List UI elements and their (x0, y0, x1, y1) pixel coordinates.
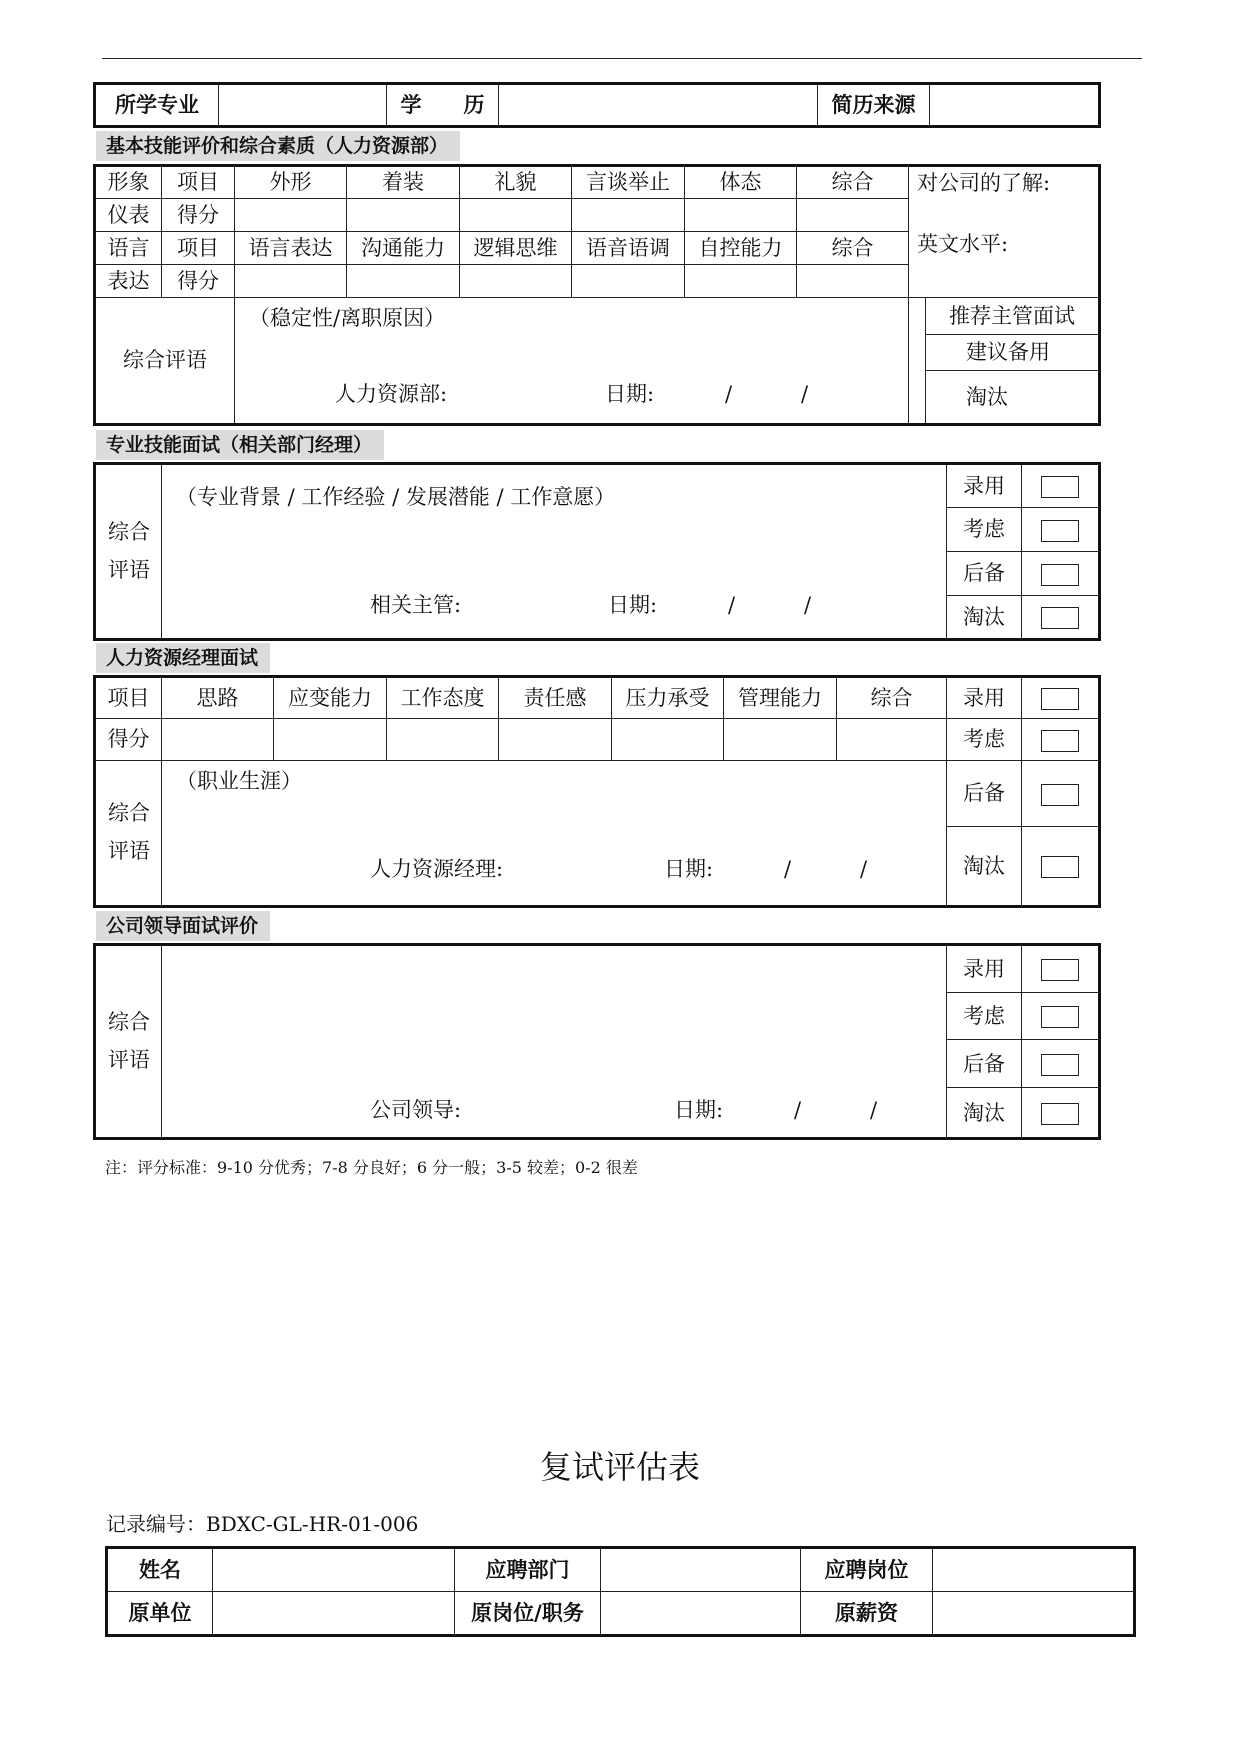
score-field[interactable] (797, 199, 909, 232)
option-eliminate-label: 淘汰 (947, 1088, 1022, 1139)
eval-item: 责任感 (499, 677, 612, 719)
option-hire-cell[interactable] (1022, 945, 1100, 993)
appearance-item: 体态 (685, 166, 797, 199)
option-hire-label: 录用 (947, 464, 1022, 508)
signer-label: 人力资源部: (335, 382, 448, 406)
date-label: 日期: (664, 857, 714, 881)
eval-item: 思路 (162, 677, 274, 719)
language-item: 逻辑思维 (460, 232, 572, 265)
date-separator: / (860, 857, 868, 881)
language-item: 自控能力 (685, 232, 797, 265)
top-info-table (93, 82, 1101, 128)
option-hire-cell[interactable] (1022, 677, 1100, 719)
language-item: 沟通能力 (347, 232, 460, 265)
option-consider-cell[interactable] (1022, 719, 1100, 761)
comment-label-1: 综合 (108, 801, 150, 826)
score-field[interactable] (612, 719, 724, 761)
resume-source-field[interactable] (930, 84, 1100, 127)
appearance-item: 礼貌 (460, 166, 572, 199)
hr-manager-comment-area[interactable] (162, 761, 947, 907)
company-knowledge-cell[interactable] (909, 166, 1100, 232)
company-knowledge-label: 对公司的了解: (917, 171, 1051, 195)
apply-dept-field[interactable] (601, 1548, 801, 1592)
option-reserve-cell[interactable] (1022, 1040, 1100, 1088)
manager-comment-area[interactable] (162, 464, 947, 640)
score-field[interactable] (837, 719, 947, 761)
date-label: 日期: (608, 593, 658, 617)
score-field[interactable] (460, 199, 572, 232)
option-eliminate-label: 淘汰 (947, 596, 1022, 640)
leader-comment-area[interactable] (162, 945, 947, 1139)
resume-source-label: 简历来源 (818, 84, 930, 127)
eliminate-checkbox[interactable] (1041, 607, 1079, 629)
spacer-cell (909, 298, 926, 425)
eval-item: 管理能力 (724, 677, 837, 719)
option-consider-label: 考虑 (947, 719, 1022, 761)
option-eliminate-cell[interactable] (1022, 1088, 1100, 1139)
score-field[interactable] (685, 199, 797, 232)
option-hire-label: 录用 (947, 945, 1022, 993)
second-form-title: 复试评估表 (539, 1448, 700, 1486)
score-field[interactable] (235, 265, 347, 298)
comment-label (95, 761, 162, 907)
orig-post-label: 原岗位/职务 (455, 1592, 601, 1636)
option-consider-cell[interactable] (1022, 992, 1100, 1040)
item-label: 项目 (95, 677, 162, 719)
reserve-checkbox[interactable] (1041, 564, 1079, 586)
date-separator: / (870, 1098, 878, 1122)
reserve-checkbox[interactable] (1041, 1054, 1079, 1076)
major-label: 所学专业 (95, 84, 219, 127)
option-backup[interactable]: 建议备用 (926, 335, 1100, 371)
score-field[interactable] (797, 265, 909, 298)
eval-item: 综合 (837, 677, 947, 719)
leader-interview-table (93, 943, 1101, 1140)
date-separator: / (725, 382, 733, 406)
appearance-item: 外形 (235, 166, 347, 199)
option-eliminate-label: 淘汰 (947, 827, 1022, 907)
language-label-1: 语言 (95, 232, 162, 265)
signer-label: 公司领导: (370, 1098, 462, 1122)
language-item: 综合 (797, 232, 909, 265)
section4-title: 公司领导面试评价 (96, 911, 270, 941)
orig-salary-label: 原薪资 (801, 1592, 933, 1636)
score-field[interactable] (724, 719, 837, 761)
consider-checkbox[interactable] (1041, 520, 1079, 542)
option-reserve-label: 后备 (947, 761, 1022, 827)
date-separator: / (804, 593, 812, 617)
language-label-2: 表达 (95, 265, 162, 298)
option-hire-cell[interactable] (1022, 464, 1100, 508)
score-field[interactable] (347, 265, 460, 298)
score-field[interactable] (387, 719, 499, 761)
hire-checkbox[interactable] (1041, 476, 1079, 498)
section3-title: 人力资源经理面试 (96, 643, 270, 673)
hr-comment-area[interactable] (235, 298, 909, 425)
reserve-checkbox[interactable] (1041, 784, 1079, 806)
option-recommend[interactable]: 推荐主管面试 (926, 298, 1100, 335)
option-consider-cell[interactable] (1022, 508, 1100, 552)
apply-dept-label: 应聘部门 (455, 1548, 601, 1592)
comment-label-2: 评语 (108, 839, 150, 863)
score-label: 得分 (162, 265, 235, 298)
score-field[interactable] (274, 719, 387, 761)
comment-label (95, 464, 162, 640)
name-label: 姓名 (107, 1548, 213, 1592)
score-label: 得分 (162, 199, 235, 232)
orig-unit-field[interactable] (213, 1592, 455, 1636)
eval-item: 应变能力 (274, 677, 387, 719)
score-field[interactable] (572, 199, 685, 232)
education-field[interactable] (499, 84, 818, 127)
appearance-label-1: 形象 (95, 166, 162, 199)
major-field[interactable] (219, 84, 387, 127)
score-field[interactable] (499, 719, 612, 761)
option-reserve-cell[interactable] (1022, 552, 1100, 596)
item-label: 项目 (162, 232, 235, 265)
comment-label (95, 945, 162, 1139)
option-hire-label: 录用 (947, 677, 1022, 719)
score-field[interactable] (162, 719, 274, 761)
orig-unit-label: 原单位 (107, 1592, 213, 1636)
option-eliminate-cell[interactable] (1022, 596, 1100, 640)
appearance-item: 综合 (797, 166, 909, 199)
orig-post-field[interactable] (601, 1592, 801, 1636)
basic-skills-table (93, 164, 1101, 426)
eliminate-checkbox[interactable] (1041, 856, 1079, 878)
eval-item: 压力承受 (612, 677, 724, 719)
hire-checkbox[interactable] (1041, 959, 1079, 981)
date-separator: / (801, 382, 809, 406)
consider-checkbox[interactable] (1041, 1006, 1079, 1028)
date-separator: / (794, 1098, 802, 1122)
date-separator: / (784, 857, 792, 881)
score-field[interactable] (460, 265, 572, 298)
score-field[interactable] (347, 199, 460, 232)
comment-label-1: 综合 (108, 1009, 150, 1034)
apply-post-label: 应聘岗位 (801, 1548, 933, 1592)
score-field[interactable] (685, 265, 797, 298)
english-level-label: 英文水平: (917, 231, 1009, 256)
hr-manager-interview-table (93, 675, 1101, 908)
score-field[interactable] (235, 199, 347, 232)
education-label: 学 历 (387, 84, 499, 127)
professional-interview-table (93, 462, 1101, 641)
option-eliminate-cell[interactable] (1022, 827, 1100, 907)
english-level-cell[interactable] (909, 232, 1100, 298)
signer-label: 人力资源经理: (370, 857, 504, 881)
date-label: 日期: (605, 382, 655, 406)
score-label: 得分 (95, 719, 162, 761)
signer-label: 相关主管: (370, 593, 462, 617)
section2-title: 专业技能面试（相关部门经理） (96, 430, 384, 460)
score-field[interactable] (572, 265, 685, 298)
orig-salary-field[interactable] (933, 1592, 1135, 1636)
comment-hint: （职业生涯） (176, 769, 302, 793)
appearance-item: 言谈举止 (572, 166, 685, 199)
record-number: 记录编号：BDXC-GL-HR-01-006 (106, 1512, 419, 1536)
apply-post-field[interactable] (933, 1548, 1135, 1592)
item-label: 项目 (162, 166, 235, 199)
comment-label-1: 综合 (108, 519, 150, 544)
appearance-label-2: 仪表 (95, 199, 162, 232)
language-item: 语言表达 (235, 232, 347, 265)
option-reserve-label: 后备 (947, 552, 1022, 596)
consider-checkbox[interactable] (1041, 730, 1079, 752)
option-consider-label: 考虑 (947, 992, 1022, 1040)
section1-title: 基本技能评价和综合素质（人力资源部） (96, 131, 460, 161)
option-reserve-label: 后备 (947, 1040, 1022, 1088)
comment-hint: （稳定性/离职原因） (249, 306, 446, 330)
comment-label: 综合评语 (95, 298, 235, 425)
second-interview-info-table (105, 1546, 1136, 1637)
language-item: 语音语调 (572, 232, 685, 265)
option-eliminate[interactable]: 淘汰 (926, 371, 1100, 425)
appearance-item: 着装 (347, 166, 460, 199)
eval-item: 工作态度 (387, 677, 499, 719)
date-label: 日期: (674, 1098, 724, 1122)
comment-label-2: 评语 (108, 1047, 150, 1072)
comment-hint: （专业背景 / 工作经验 / 发展潜能 / 工作意愿） (176, 485, 616, 509)
hire-checkbox[interactable] (1041, 688, 1079, 710)
option-reserve-cell[interactable] (1022, 761, 1100, 827)
option-consider-label: 考虑 (947, 508, 1022, 552)
scoring-note: 注：评分标准：9-10 分优秀；7-8 分良好；6 分一般；3-5 较差；0-2 很差 (105, 1158, 638, 1177)
comment-label-2: 评语 (108, 557, 150, 582)
name-field[interactable] (213, 1548, 455, 1592)
date-separator: / (728, 593, 736, 617)
top-divider (102, 58, 1142, 59)
eliminate-checkbox[interactable] (1041, 1103, 1079, 1125)
